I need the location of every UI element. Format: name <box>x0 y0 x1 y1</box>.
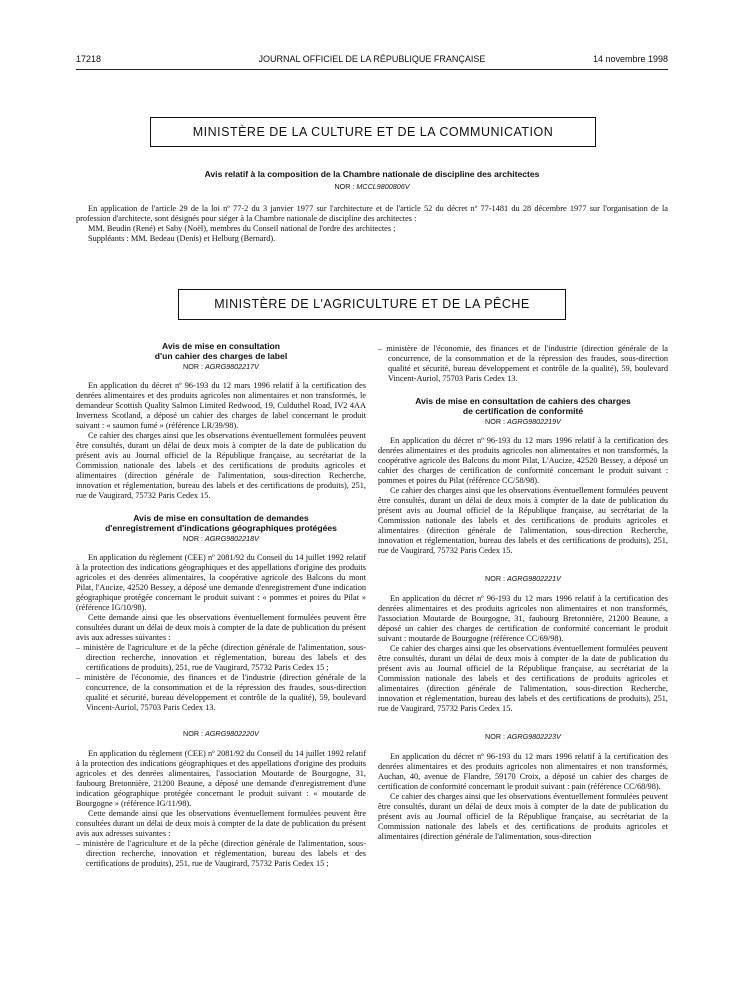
list-item: – ministère de l'agriculture et de la pêche (direction générale de l'alimentation, sous-direction recherche, innovation et réglementation, bureau des labels et des certifications de produits), 251, rue de Vaugirard, 75732 Paris Cedex 15 ; <box>76 839 366 868</box>
paragraph: Ce cahier des charges ainsi que les observations éventuellement formulées peuvent être consultés, durant un délai de deux mois à compter de la date de publication du présent avis au Journal officiel de la République française, au secrétariat de la Commission nationale des labels et des certifications de produits agricoles et alimentaires (direction générale de l'alimentation, sous-direction Recherche, innovation et réglementation, bureau des labels et des certifications de produits), 251, rue de Vaugirard, 75732 Paris Cedex 15. <box>76 431 366 500</box>
page-header <box>76 54 668 70</box>
paragraph: Suppléants : MM. Bedeau (Denis) et Helburg (Bernard). <box>88 234 276 243</box>
paragraph: Cette demande ainsi que les observations éventuellement formulées peuvent être consultées durant un délai de deux mois à compter de la date de publication du présent avis aux adresses suivantes : <box>76 809 366 838</box>
paragraph: En application du décret nº 96-193 du 12 mars 1996 relatif à la certification des denrées alimentaires et des produits agricoles non alimentaires et non transformés, l'association Moutarde de Bourgogne, 31, faubourg Bretonnière, 21200 Beaune, a déposé un cahier des charges de certification de conformité concernant le produit suivant : moutarde de Bourgogne (référence CC/69/98). <box>378 594 668 643</box>
nor-reference: NOR : AGRG9802217V <box>183 362 259 371</box>
paragraph: MM. Beudin (René) et Saby (Noël), membres du Conseil national de l'ordre des architectes ; <box>88 224 396 233</box>
nor-reference: NOR : AGRG9802223V <box>485 732 561 741</box>
paragraph: En application du règlement (CEE) nº 2081/92 du Conseil du 14 juillet 1992 relatif à la protection des indications géographiques et des appellations d'origine des produits agricoles et des denrées alimentaires, l'association Moutarde de Bourgogne, 31, faubourg Bretonnière, 21200 Beaune, a déposé une demande d'enregistrement d'une indication géographique protégée concernant le produit suivant : « moutarde de Bourgogne » (référence IG/11/98). <box>76 749 366 808</box>
ministry-box-agriculture <box>178 289 566 320</box>
ministry-box-culture <box>150 117 596 147</box>
paragraph: En application de l'article 29 de la loi nº 77-2 du 3 janvier 1977 sur l'architecture et de l'article 52 du décret nº 77-1481 du 28 décembre 1977 sur l'organisation de la profession d'architecte, sont désignés pour siéger à la Chambre nationale de discipline des architectes : <box>76 204 668 223</box>
ministry-title-culture: MINISTÈRE DE LA CULTURE ET DE LA COMMUNICATION <box>192 125 554 139</box>
nor-code: MCCL9800806V <box>356 182 410 191</box>
left-column <box>76 341 366 869</box>
page-number: 17218 <box>76 54 102 64</box>
notice-title-architects: Avis relatif à la composition de la Chambre nationale de discipline des architectes <box>204 169 540 179</box>
notice-title: Avis de mise en consultation de cahiers des charges de certification de conformité <box>415 396 631 416</box>
paragraph: Ce cahier des charges ainsi que les observations éventuellement formulées peuvent être consultés, durant un délai de deux mois à compter de la date de publication du présent avis au Journal officiel de la République française, au secrétariat de la Commission nationale des labels et des certifications de produits agricoles et alimentaires (direction générale de l'alimentation, sous-direction <box>378 792 668 841</box>
journal-title: JOURNAL OFFICIEL DE LA RÉPUBLIQUE FRANÇAISE <box>258 54 486 64</box>
nor-reference: NOR : AGRG9802220V <box>183 729 259 738</box>
nor-reference: NOR : AGRG9802219V <box>485 417 561 426</box>
architects-notice-body <box>76 204 668 244</box>
list-item: – ministère de l'économie, des finances et de l'industrie (direction générale de la concurrence, de la consommation et de la répression des fraudes, sous-direction qualité et sécurité, bureau développement et contrôle de la qualité), 59, boulevard Vincent-Auriol, 75703 Paris Cedex 13. <box>76 673 366 712</box>
nor-reference: NOR : AGRG9802218V <box>183 534 259 543</box>
nor-reference: NOR : AGRG9802221V <box>485 574 561 583</box>
issue-date: 14 novembre 1998 <box>592 54 668 64</box>
paragraph: En application du décret nº 96-193 du 12 mars 1996 relatif à la certification des denrées alimentaires et des produits agricoles non alimentaires et non transformés, Auchan, 40, avenue de Flandre, 59170 Croix, a déposé un cahier des charges de certification de conformité concernant le produit suivant : pain (référence CC/68/98). <box>378 752 668 791</box>
paragraph: En application du décret nº 96-193 du 12 mars 1996 relatif à la certification des denrées alimentaires et des produits agricoles non alimentaires et non transformés, la coopérative agricole des Balcons du mont Pilat, L'Aucize, 42520 Bessey, a déposé un cahier des charges de certification de conformité concernant le produit suivant : pommes et poires du Pilat (référence CC/58/98). <box>378 436 668 485</box>
paragraph: En application du décret nº 96-193 du 12 mars 1996 relatif à la certification des denrées alimentaires et des produits agricoles non alimentaires et non transformés, le demandeur Scottish Quality Salmon Limited Redwood, 19, Culduthel Road, IV2 4AA Inverness Scotland, a déposé un cahier des charges de label concernant le produit suivant : « saumon fumé » (référence LR/39/98). <box>76 381 366 430</box>
list-item: – ministère de l'économie, des finances et de l'industrie (direction générale de la concurrence, de la consommation et de la répression des fraudes, sous-direction qualité et sécurité, bureau développement et contrôle de la qualité), 59, boulevard Vincent-Auriol, 75703 Paris Cedex 13. <box>378 344 668 383</box>
paragraph: Cette demande ainsi que les observations éventuellement formulées peuvent être consultées durant un délai de deux mois à compter de la date de publication du présent avis aux adresses suivantes : <box>76 613 366 642</box>
paragraph: Ce cahier des charges ainsi que les observations éventuellement formulées peuvent être consultés, durant un délai de deux mois à compter de la date de publication du présent avis au Journal officiel de la République française, au secrétariat de la Commission nationale des labels et des certifications de produits agricoles et alimentaires (direction générale de l'alimentation, sous-direction Recherche, innovation et réglementation, bureau des labels et des certifications de produits), 251, rue de Vaugirard, 75732 Paris Cedex 15. <box>378 644 668 713</box>
paragraph: En application du règlement (CEE) nº 2081/92 du Conseil du 14 juillet 1992 relatif à la protection des indications géographiques et des appellations d'origine des produits agricoles et des denrées alimentaires, la coopérative agricole des Balcons du mont Pilat, l'Aucize, 42520 Bessey, a déposé une demande d'enregistrement d'une indication géographique protégée concernant le produit suivant : « pommes et poires du Pilat » (référence IG/10/98). <box>76 553 366 612</box>
header-rule <box>76 69 668 70</box>
ministry-title-agriculture: MINISTÈRE DE L'AGRICULTURE ET DE LA PÊCHE <box>214 297 530 311</box>
right-column <box>378 344 668 842</box>
notice-title: Avis de mise en consultation d'un cahier des charges de label <box>154 341 288 361</box>
nor-reference: NOR : MCCL9800806V <box>334 182 410 191</box>
notice-title: Avis de mise en consultation de demandes d'enregistrement d'indications géographiques protégées <box>105 513 337 533</box>
paragraph: Ce cahier des charges ainsi que les observations éventuellement formulées peuvent être consultés, durant un délai de deux mois à compter de la date de publication du présent avis au Journal officiel de la République française, au secrétariat de la Commission nationale des labels et des certifications de produits agricoles et alimentaires (direction générale de l'alimentation, sous-direction Recherche, innovation et réglementation, bureau des labels et des certifications de produits), 251, rue de Vaugirard, 75732 Paris Cedex 15. <box>378 486 668 555</box>
list-item: – ministère de l'agriculture et de la pêche (direction générale de l'alimentation, sous-direction recherche, innovation et réglementation, bureau des labels et des certifications de produits), 251, rue de Vaugirard, 75732 Paris Cedex 15 ; <box>76 643 366 672</box>
